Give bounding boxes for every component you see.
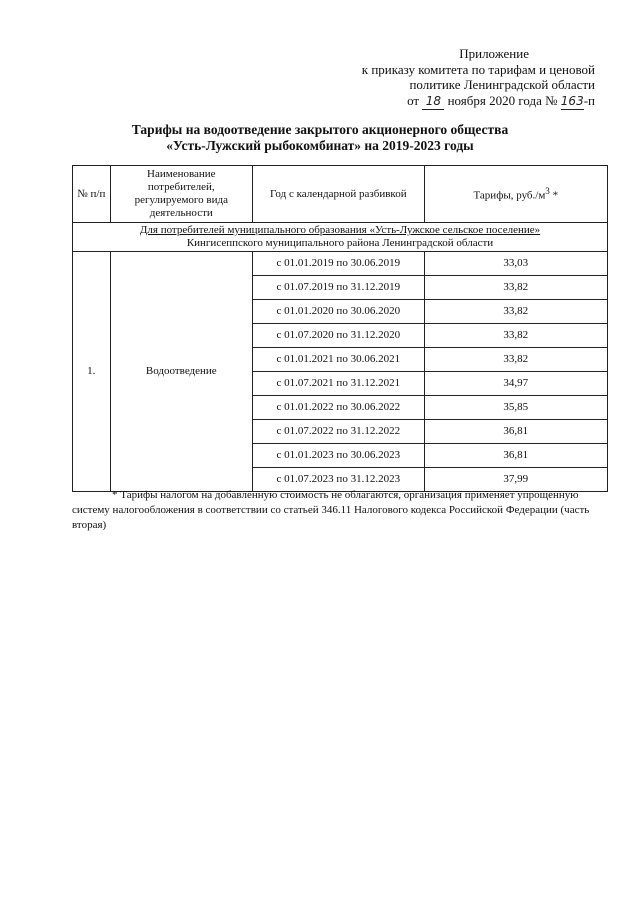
group-cell bbox=[73, 223, 608, 252]
date-middle: ноября 2020 года № bbox=[447, 92, 558, 108]
tariff-cell: 36,81 bbox=[424, 420, 607, 444]
tariff-cell: 35,85 bbox=[424, 396, 607, 420]
title-line-2: «Усть-Лужский рыбокомбинат» на 2019-2023 годы bbox=[166, 138, 474, 153]
appendix-header bbox=[315, 46, 595, 110]
tariff-cell: 33,03 bbox=[424, 252, 607, 276]
period-cell: с 01.07.2023 по 31.12.2023 bbox=[253, 468, 425, 492]
period-cell: с 01.07.2019 по 31.12.2019 bbox=[253, 276, 425, 300]
period-cell: с 01.01.2019 по 30.06.2019 bbox=[253, 252, 425, 276]
service-name-cell: Водоотведение bbox=[110, 252, 252, 492]
period-cell: с 01.07.2021 по 31.12.2021 bbox=[253, 372, 425, 396]
tariff-cell: 37,99 bbox=[424, 468, 607, 492]
period-cell: с 01.01.2022 по 30.06.2022 bbox=[253, 396, 425, 420]
header-tariff-mark: * bbox=[549, 189, 559, 202]
footnote: * Тарифы налогом на добавленную стоимость не облагаются, организация применяет упрощенную систему налогообложения в соответствии со статьей 346.11 Налогового кодекса Российской Федерации (часть вторая) bbox=[72, 489, 590, 531]
tariff-cell: 33,82 bbox=[424, 276, 607, 300]
header-tariff-text: Тарифы, руб./м bbox=[473, 189, 546, 202]
appendix-label: Приложение bbox=[459, 46, 529, 61]
header-period: Год с календарной разбивкой bbox=[253, 166, 425, 223]
row-number-cell: 1. bbox=[73, 252, 111, 492]
group-line-2: Кингисеппского муниципального района Ленинградской области bbox=[186, 237, 494, 249]
group-line-1: Для потребителей муниципального образования «Усть-Лужское сельское поселение» bbox=[139, 224, 541, 236]
order-suffix: -п bbox=[583, 92, 595, 108]
period-cell: с 01.01.2021 по 30.06.2021 bbox=[253, 348, 425, 372]
date-prefix: от bbox=[407, 92, 420, 108]
appendix-order-line: к приказу комитета по тарифам и ценовой bbox=[361, 61, 595, 77]
title-line-1: Тарифы на водоотведение закрытого акционерного общества bbox=[131, 122, 509, 137]
group-row bbox=[73, 223, 608, 252]
header-tariff bbox=[424, 166, 607, 223]
document-title bbox=[0, 122, 640, 154]
order-number: 163 bbox=[561, 94, 584, 111]
tariff-table bbox=[72, 165, 608, 492]
tariff-cell: 33,82 bbox=[424, 324, 607, 348]
appendix-date-line bbox=[315, 93, 595, 111]
table-header-row bbox=[73, 166, 608, 223]
header-consumer-name: Наименование потребителей, регулируемого вида деятельности bbox=[110, 166, 252, 223]
period-cell: с 01.01.2023 по 30.06.2023 bbox=[253, 444, 425, 468]
tariff-cell: 34,97 bbox=[424, 372, 607, 396]
period-cell: с 01.01.2020 по 30.06.2020 bbox=[253, 300, 425, 324]
period-cell: с 01.07.2020 по 31.12.2020 bbox=[253, 324, 425, 348]
tariff-cell: 33,82 bbox=[424, 300, 607, 324]
order-day: 18 bbox=[422, 94, 444, 111]
tariff-cell: 36,81 bbox=[424, 444, 607, 468]
period-cell: с 01.07.2022 по 31.12.2022 bbox=[253, 420, 425, 444]
header-number: № п/п bbox=[73, 166, 111, 223]
table-row bbox=[73, 252, 608, 276]
header-tariff-sup: 3 bbox=[545, 186, 550, 197]
tariff-cell: 33,82 bbox=[424, 348, 607, 372]
appendix-committee-line: политике Ленинградской области bbox=[409, 77, 595, 92]
